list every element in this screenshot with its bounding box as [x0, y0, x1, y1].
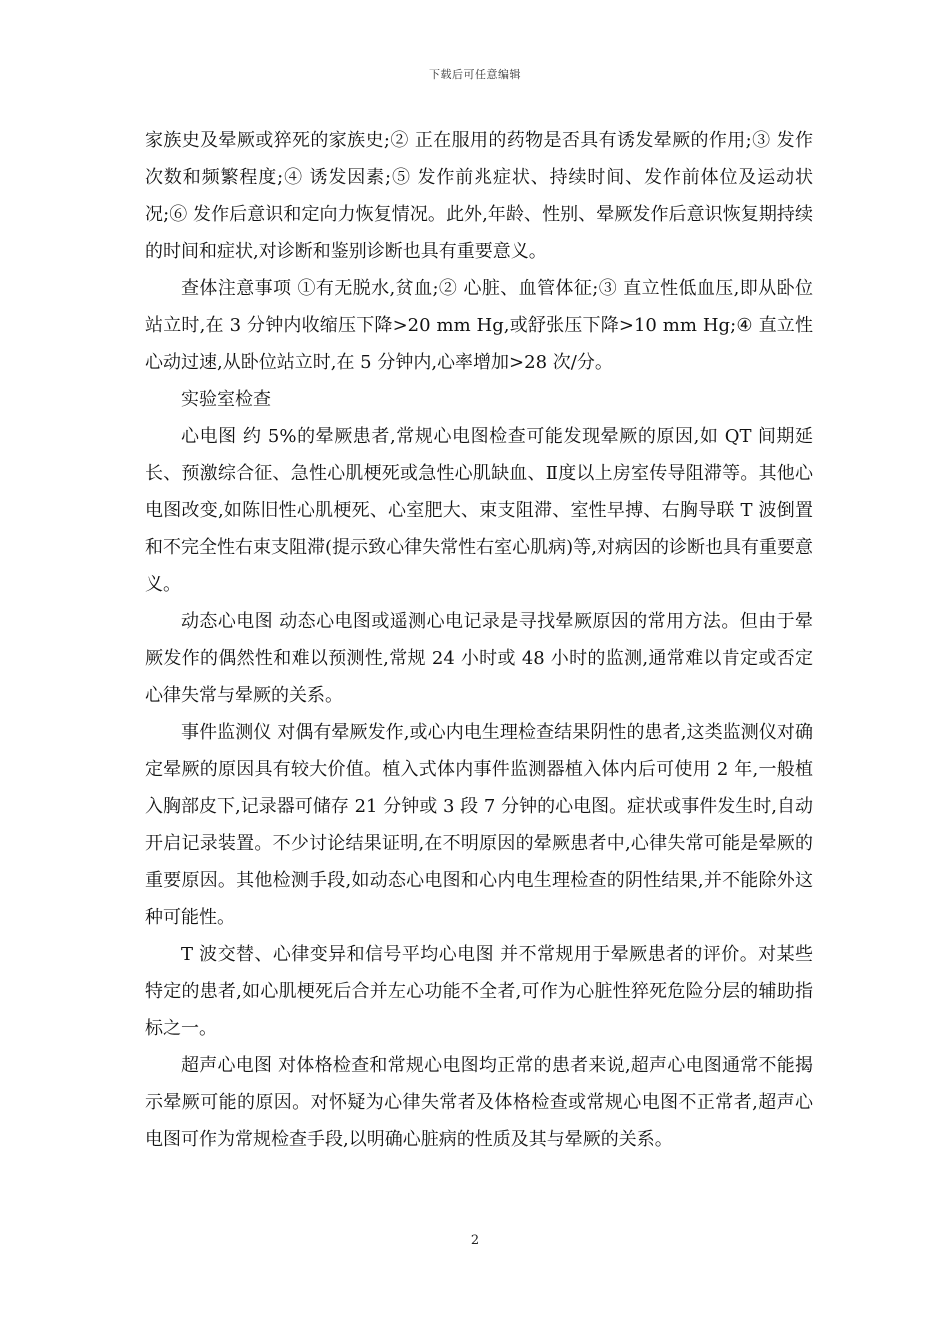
page-number: 2: [470, 1233, 480, 1248]
paragraph-t-wave-alternans: T 波交替、心律变异和信号平均心电图 并不常规用于晕厥患者的评价。对某些特定的患者,如心肌梗死后合并左心功能不全者,可作为心脏性猝死危险分层的辅助指标之一。: [145, 944, 813, 1039]
document-body: [145, 122, 813, 1158]
page-header: 下载后可任意编辑: [429, 68, 521, 81]
paragraph-holter: 动态心电图 动态心电图或遥测心电记录是寻找晕厥原因的常用方法。但由于晕厥发作的偶然性和难以预测性,常规 24 小时或 48 小时的监测,通常难以肯定或否定心律失常与晕厥的关系。: [145, 611, 813, 706]
paragraph-family-history: 家族史及晕厥或猝死的家族史;② 正在服用的药物是否具有诱发晕厥的作用;③ 发作次数和频繁程度;④ 诱发因素;⑤ 发作前兆症状、持续时间、发作前体位及运动状况;⑥ 发作后意识和定向力恢复情况。此外,年龄、性别、晕厥发作后意识恢复期持续的时间和症状,对诊断和鉴别诊断也具有重要意义。: [145, 130, 813, 262]
paragraph-ecg: 心电图 约 5%的晕厥患者,常规心电图检查可能发现晕厥的原因,如 QT 间期延长、预激综合征、急性心肌梗死或急性心肌缺血、Ⅱ度以上房室传导阻滞等。其他心电图改变,如陈旧性心肌梗死、心室肥大、束支阻滞、室性早搏、右胸导联 T 波倒置和不完全性右束支阻滞(提示致心律失常性右室心肌病)等,对病因的诊断也具有重要意义。: [145, 426, 813, 595]
section-heading-lab-tests: 实验室检查: [181, 389, 271, 410]
paragraph-event-monitor: 事件监测仪 对偶有晕厥发作,或心内电生理检查结果阴性的患者,这类监测仪对确定晕厥的原因具有较大价值。植入式体内事件监测器植入体内后可使用 2 年,一般植入胸部皮下,记录器可储存 21 分钟或 3 段 7 分钟的心电图。症状或事件发生时,自动开启记录装置。不少讨论结果证明,在不明原因的晕厥患者中,心律失常可能是晕厥的重要原因。其他检测手段,如动态心电图和心内电生理检查的阴性结果,并不能除外这种可能性。: [145, 722, 813, 928]
paragraph-physical-exam-notes: 查体注意事项 ①有无脱水,贫血;② 心脏、血管体征;③ 直立性低血压,即从卧位站立时,在 3 分钟内收缩压下降>20 mm Hg,或舒张压下降>10 mm Hg;④ 直立性心动过速,从卧位站立时,在 5 分钟内,心率增加>28 次/分。: [145, 278, 813, 373]
paragraph-echocardiogram: 超声心电图 对体格检查和常规心电图均正常的患者来说,超声心电图通常不能揭示晕厥可能的原因。对怀疑为心律失常者及体格检查或常规心电图不正常者,超声心电图可作为常规检查手段,以明确心脏病的性质及其与晕厥的关系。: [145, 1055, 813, 1150]
